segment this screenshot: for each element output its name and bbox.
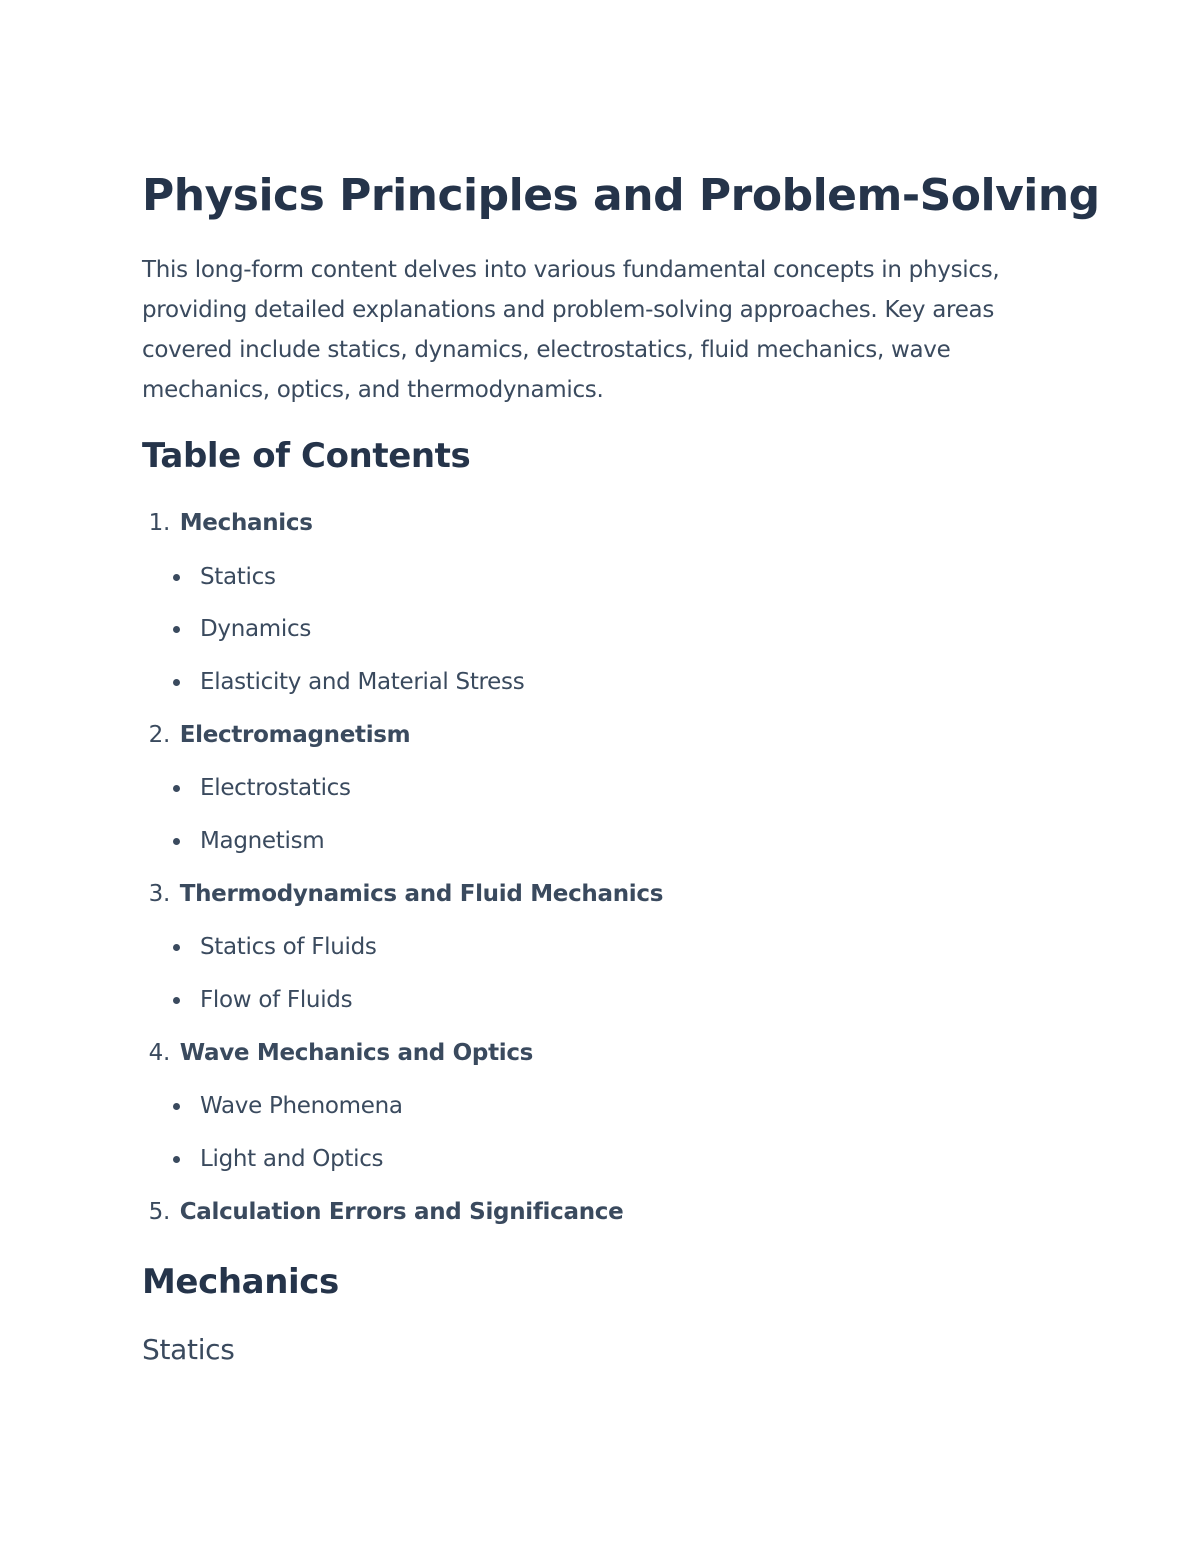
- toc-item-label: Calculation Errors and Significance: [179, 1199, 624, 1225]
- toc-item-mechanics[interactable]: [142, 507, 313, 539]
- bullet-icon: [173, 679, 180, 686]
- toc-subitem-statics-of-fluids[interactable]: [200, 931, 377, 963]
- toc-item-label: Mechanics: [179, 510, 313, 536]
- intro-paragraph: This long-form content delves into various fundamental concepts in physics, providing detailed explanations and problem-solving approaches. Key areas covered include statics, dynamics, electrostatics, fluid mechanics, wave mechanics, optics, and thermodynamics.: [142, 257, 1000, 403]
- toc-item-electromagnetism[interactable]: [142, 719, 410, 751]
- toc-subitem-label: Light and Optics: [200, 1146, 384, 1172]
- toc-item-label: Wave Mechanics and Optics: [179, 1040, 534, 1066]
- toc-subitem-magnetism[interactable]: [200, 825, 324, 857]
- toc-subitem-label: Electrostatics: [200, 775, 351, 801]
- bullet-icon: [173, 626, 180, 633]
- subsection-heading-statics: Statics: [142, 1333, 235, 1366]
- toc-item-thermodynamics[interactable]: [142, 878, 663, 910]
- toc-subitem-wave-phenomena[interactable]: [200, 1090, 403, 1122]
- bullet-icon: [173, 997, 180, 1004]
- bullet-icon: [173, 838, 180, 845]
- bullet-icon: [173, 1103, 180, 1110]
- toc-subitem-statics[interactable]: [200, 561, 276, 593]
- toc-subitem-label: Flow of Fluids: [200, 987, 353, 1013]
- toc-item-wave-mechanics[interactable]: [142, 1037, 533, 1069]
- toc-subitem-electrostatics[interactable]: [200, 772, 351, 804]
- toc-subitem-light-and-optics[interactable]: [200, 1143, 383, 1175]
- bullet-icon: [173, 1156, 180, 1163]
- toc-subitem-elasticity[interactable]: [200, 666, 524, 698]
- toc-item-label: Thermodynamics and Fluid Mechanics: [179, 881, 664, 907]
- section-heading-mechanics: Mechanics: [142, 1262, 339, 1302]
- toc-subitem-label: Statics: [200, 564, 276, 590]
- toc-subitem-label: Statics of Fluids: [200, 934, 377, 960]
- toc-item-number: 1.: [148, 510, 170, 536]
- toc-item-number: 2.: [148, 722, 170, 748]
- toc-item-label: Electromagnetism: [179, 722, 411, 748]
- toc-subitem-label: Magnetism: [200, 828, 325, 854]
- toc-item-number: 4.: [148, 1040, 170, 1066]
- toc-item-number: 5.: [148, 1199, 170, 1225]
- bullet-icon: [173, 574, 180, 581]
- bullet-icon: [173, 785, 180, 792]
- toc-subitem-label: Wave Phenomena: [200, 1093, 403, 1119]
- toc-item-number: 3.: [148, 881, 170, 907]
- toc-heading: Table of Contents: [142, 436, 471, 476]
- bullet-icon: [173, 944, 180, 951]
- toc-subitem-label: Elasticity and Material Stress: [200, 669, 525, 695]
- toc-subitem-label: Dynamics: [200, 616, 312, 642]
- toc-subitem-dynamics[interactable]: [200, 613, 311, 645]
- toc-item-calculation-errors[interactable]: [142, 1196, 623, 1228]
- document-title: Physics Principles and Problem-Solving: [142, 170, 1100, 221]
- toc-subitem-flow-of-fluids[interactable]: [200, 984, 352, 1016]
